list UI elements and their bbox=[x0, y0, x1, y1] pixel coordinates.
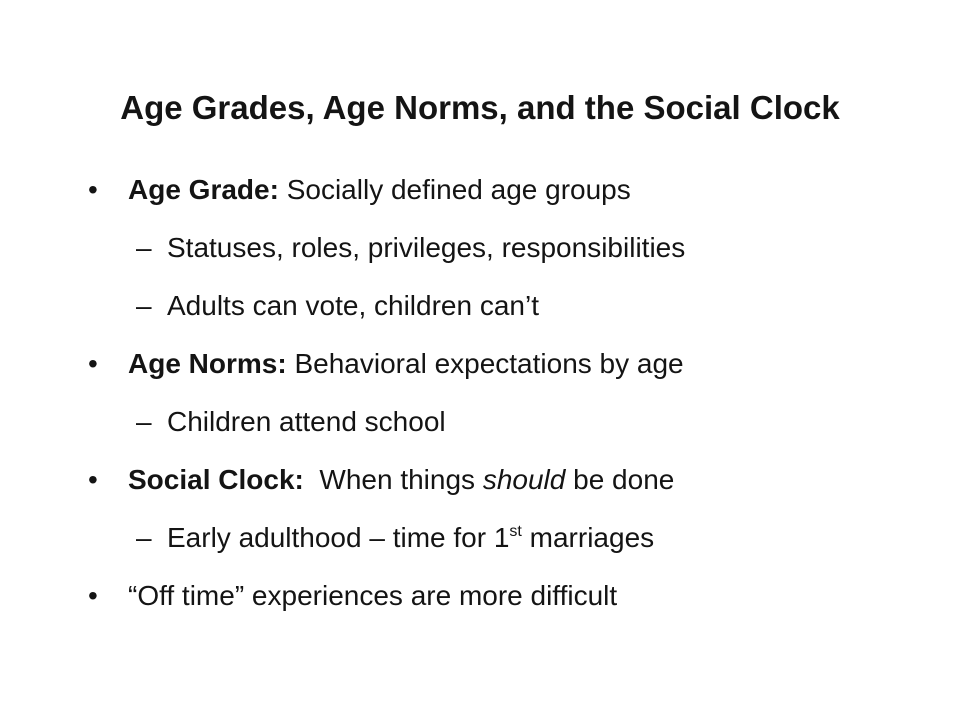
bullet-icon: • bbox=[88, 464, 98, 495]
term-label: Age Grade: bbox=[128, 174, 279, 205]
term-label: Social Clock: bbox=[128, 464, 304, 495]
sub-bullet-text: Adults can vote, children can’t bbox=[167, 290, 539, 321]
bullet-icon: • bbox=[88, 580, 98, 611]
dash-icon: – bbox=[136, 522, 152, 553]
bullet-text bbox=[128, 450, 674, 510]
bullet-icon: • bbox=[88, 348, 98, 379]
dash-icon: – bbox=[136, 406, 152, 437]
slide-title: Age Grades, Age Norms, and the Social Clock bbox=[120, 89, 840, 126]
term-label: Age Norms: bbox=[128, 348, 287, 379]
sub-bullet-text-end: marriages bbox=[521, 522, 655, 553]
sub-bullet-text: Statuses, roles, privileges, responsibilities bbox=[167, 232, 686, 263]
dash-icon: – bbox=[136, 290, 152, 321]
term-emphasis: should bbox=[482, 464, 566, 495]
bullet-text bbox=[128, 160, 631, 220]
bullet-text bbox=[128, 334, 684, 394]
term-definition-end: be done bbox=[565, 464, 675, 495]
sub-bullet-text: Children attend school bbox=[167, 406, 446, 437]
term-definition: Socially defined age groups bbox=[278, 174, 631, 205]
sub-bullet-text bbox=[167, 508, 654, 568]
bullet-icon: • bbox=[88, 174, 98, 205]
dash-icon: – bbox=[136, 232, 152, 263]
ordinal-superscript: st bbox=[509, 523, 522, 540]
term-definition: Behavioral expectations by age bbox=[286, 348, 684, 379]
sub-bullet-text-start: Early adulthood – time for 1 bbox=[167, 522, 510, 553]
term-definition-start: When things bbox=[303, 464, 483, 495]
bullet-text: “Off time” experiences are more difficult bbox=[128, 580, 618, 611]
